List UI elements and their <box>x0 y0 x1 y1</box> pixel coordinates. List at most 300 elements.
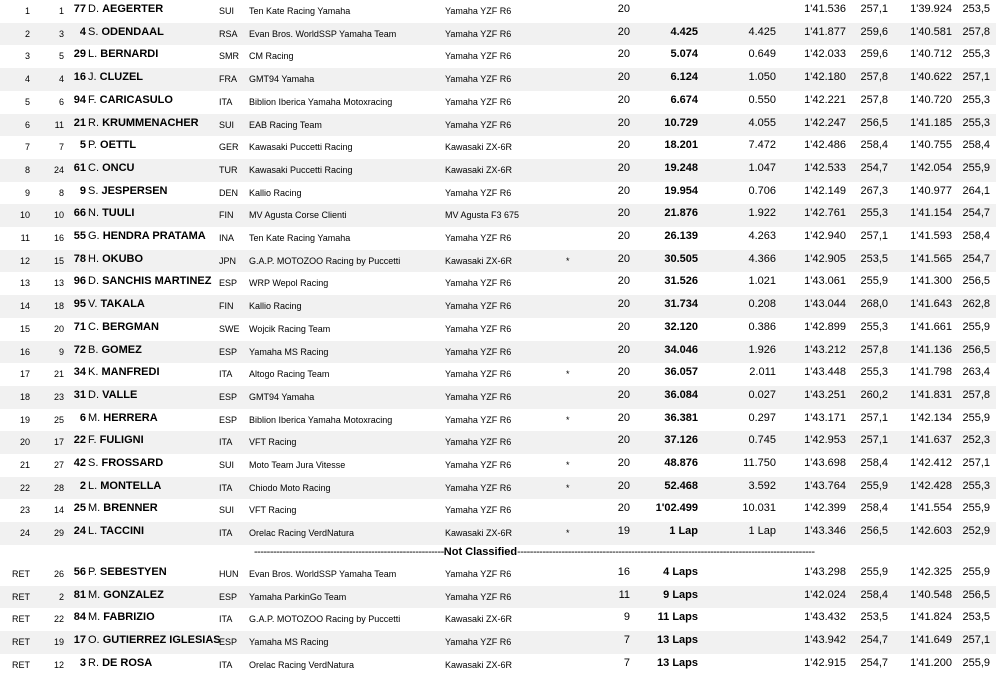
position-cell: 13 <box>19 278 30 289</box>
laps-cell: 11 <box>618 588 630 601</box>
nationality: SUI <box>219 119 235 130</box>
mark-cell: * <box>566 369 570 380</box>
gap-cell: 1'02.499 <box>655 502 698 515</box>
grid-cell: 21 <box>53 369 64 380</box>
classified-row <box>0 159 996 182</box>
nationality: ITA <box>219 369 233 380</box>
rider-number: 6 <box>79 411 86 424</box>
best-lap-time: 1'43.251 <box>804 388 846 401</box>
rider-initial: H. <box>88 252 99 265</box>
rider-name <box>88 435 144 446</box>
rider-initial: O. <box>88 634 100 647</box>
gap-cell: 32.120 <box>664 320 698 333</box>
team-name: CM Racing <box>249 51 294 62</box>
rider-number: 84 <box>73 611 86 624</box>
top-speed: 263,4 <box>962 366 990 379</box>
gap-cell: 13 Laps <box>657 656 698 669</box>
rider-initial: J. <box>88 71 97 84</box>
rider-surname: HERRERA <box>103 411 158 424</box>
best-lap-speed: 257,8 <box>860 71 888 84</box>
team-name: VFT Racing <box>249 437 297 448</box>
team-name: Altogo Racing Team <box>249 369 330 380</box>
gap-previous-cell: 4.425 <box>748 25 776 38</box>
rider-surname: TACCINI <box>100 525 145 538</box>
position-cell: 14 <box>19 301 30 312</box>
grid-cell: 10 <box>53 210 64 221</box>
fastest-lap-time: 1'42.603 <box>910 525 952 538</box>
rider-name <box>88 481 161 492</box>
gap-previous-cell: 1.047 <box>748 161 776 174</box>
top-speed: 255,3 <box>962 48 990 61</box>
rider-surname: OKUBO <box>102 252 144 265</box>
classified-row <box>0 23 996 46</box>
gap-cell: 26.139 <box>664 230 698 242</box>
fastest-lap-time: 1'41.200 <box>910 656 952 669</box>
top-speed: 254,7 <box>962 252 990 265</box>
rider-number: 31 <box>73 388 86 401</box>
rider-initial: P. <box>88 566 97 578</box>
team-name: Yamaha MS Racing <box>249 346 329 357</box>
grid-cell: 27 <box>53 460 64 470</box>
gap-previous-cell: 11.750 <box>743 457 776 469</box>
rider-initial: D. <box>88 275 99 288</box>
motorcycle: Yamaha YZF R6 <box>445 96 512 107</box>
best-lap-time: 1'41.877 <box>804 25 846 38</box>
fastest-lap-time: 1'41.661 <box>910 320 952 333</box>
not-classified-row <box>0 586 996 609</box>
position-cell: 23 <box>19 505 30 516</box>
best-lap-time: 1'43.448 <box>804 366 846 379</box>
fastest-lap-time: 1'40.720 <box>910 93 952 106</box>
best-lap-time: 1'43.044 <box>804 298 846 311</box>
position-cell: 10 <box>19 210 30 221</box>
top-speed: 255,9 <box>962 502 990 515</box>
best-lap-time: 1'43.171 <box>804 411 846 424</box>
rider-surname: ODENDAAL <box>101 25 164 38</box>
best-lap-time: 1'41.536 <box>804 3 846 15</box>
gap-previous-cell: 2.011 <box>749 366 776 379</box>
rider-number: 5 <box>79 139 86 152</box>
top-speed: 256,5 <box>962 588 990 601</box>
laps-cell: 20 <box>617 479 630 492</box>
laps-cell: 20 <box>617 434 630 447</box>
rider-number: 29 <box>73 48 86 61</box>
gap-previous-cell: 0.297 <box>748 411 776 424</box>
top-speed: 257,8 <box>962 388 990 401</box>
best-lap-speed: 258,4 <box>860 502 888 515</box>
best-lap-time: 1'42.940 <box>804 230 846 242</box>
gap-cell: 52.468 <box>664 479 698 492</box>
grid-cell: 13 <box>53 278 64 289</box>
rider-number: 77 <box>73 3 86 15</box>
rider-initial: K. <box>88 366 99 379</box>
top-speed: 255,3 <box>962 93 990 106</box>
motorcycle: Yamaha YZF R6 <box>445 278 512 289</box>
rider-surname: KRUMMENACHER <box>102 116 199 129</box>
rider-number: 42 <box>73 457 86 469</box>
team-name: Kawasaki Puccetti Racing <box>249 142 353 153</box>
rider-surname: CLUZEL <box>99 71 144 84</box>
gap-previous-cell: 0.386 <box>748 320 776 333</box>
divider-dashes-right: ---------------------------------------------------------------------------------------------- <box>517 546 815 558</box>
laps-cell: 20 <box>617 184 630 197</box>
motorcycle: Yamaha YZF R6 <box>445 391 512 402</box>
gap-previous-cell: 4.055 <box>748 116 776 129</box>
team-name: Yamaha MS Racing <box>249 637 329 648</box>
gap-cell: 6.674 <box>670 93 698 106</box>
classified-row <box>0 409 996 432</box>
best-lap-speed: 255,9 <box>860 275 888 288</box>
nationality: INA <box>219 233 235 243</box>
best-lap-speed: 258,4 <box>860 457 888 469</box>
rider-surname: SANCHIS MARTINEZ <box>102 275 212 288</box>
best-lap-speed: 258,4 <box>860 588 888 601</box>
motorcycle: Yamaha YZF R6 <box>445 6 512 16</box>
fastest-lap-time: 1'41.649 <box>910 634 952 647</box>
team-name: G.A.P. MOTOZOO Racing by Puccetti <box>249 614 401 625</box>
laps-cell: 7 <box>623 656 630 669</box>
rider-initial: M. <box>88 588 101 601</box>
not-classified-row <box>0 563 996 586</box>
top-speed: 255,9 <box>962 320 990 333</box>
rider-number: 25 <box>73 502 86 515</box>
top-speed: 253,5 <box>962 611 990 624</box>
position-cell: 15 <box>19 323 30 334</box>
laps-cell: 20 <box>617 93 630 106</box>
top-speed: 254,7 <box>962 207 990 220</box>
rider-name <box>88 49 158 60</box>
nationality: ITA <box>219 614 233 625</box>
rider-surname: FABRIZIO <box>103 611 155 624</box>
rider-number: 4 <box>79 25 86 38</box>
best-lap-speed: 255,9 <box>860 566 888 578</box>
team-name: Kallio Racing <box>249 301 302 312</box>
grid-cell: 1 <box>58 6 64 16</box>
top-speed: 258,4 <box>962 230 990 242</box>
best-lap-speed: 257,8 <box>860 343 888 356</box>
gap-cell: 31.526 <box>664 275 698 288</box>
rider-number: 66 <box>73 207 86 220</box>
laps-cell: 9 <box>623 611 630 624</box>
grid-cell: 26 <box>53 569 64 579</box>
nationality: ESP <box>219 391 238 402</box>
rider-name <box>88 140 136 151</box>
rider-surname: MANFREDI <box>101 366 160 379</box>
nationality: ITA <box>219 96 233 107</box>
rider-name <box>88 208 134 219</box>
gap-previous-cell: 0.649 <box>748 48 776 61</box>
rider-name <box>88 118 199 129</box>
gap-previous-cell: 4.366 <box>748 252 776 265</box>
position-cell: RET <box>12 614 30 625</box>
classified-row <box>0 182 996 205</box>
best-lap-time: 1'42.024 <box>804 588 846 601</box>
laps-cell: 7 <box>623 634 630 647</box>
nationality: DEN <box>219 187 239 198</box>
grid-cell: 8 <box>58 187 64 198</box>
rider-number: 56 <box>73 566 86 578</box>
rider-initial: V. <box>88 298 98 311</box>
nationality: SUI <box>219 505 235 516</box>
rider-initial: F. <box>88 93 97 106</box>
best-lap-speed: 253,5 <box>860 252 888 265</box>
gap-previous-cell: 0.706 <box>748 184 776 197</box>
rider-initial: M. <box>88 411 101 424</box>
position-cell: 7 <box>24 142 30 153</box>
motorcycle: Yamaha YZF R6 <box>445 505 512 516</box>
rider-name <box>88 567 167 578</box>
nationality: SMR <box>219 51 239 62</box>
team-name: EAB Racing Team <box>249 119 322 130</box>
team-name: Chiodo Moto Racing <box>249 482 331 493</box>
rider-name <box>88 4 163 15</box>
position-cell: 19 <box>19 414 30 425</box>
team-name: GMT94 Yamaha <box>249 74 315 85</box>
rider-number: 78 <box>73 252 86 265</box>
rider-number: 3 <box>79 656 86 669</box>
rider-initial: M. <box>88 611 101 624</box>
best-lap-time: 1'42.149 <box>804 184 846 197</box>
motorcycle: Kawasaki ZX-6R <box>445 142 513 153</box>
motorcycle: Yamaha YZF R6 <box>445 28 512 39</box>
team-name: Biblion Iberica Yamaha Motoxracing <box>249 414 393 425</box>
gap-cell: 37.126 <box>664 434 698 447</box>
gap-previous-cell: 0.027 <box>748 388 776 401</box>
position-cell: 12 <box>19 255 30 266</box>
team-name: MV Agusta Corse Clienti <box>249 210 347 221</box>
team-name: Orelac Racing VerdNatura <box>249 659 355 670</box>
gap-previous-cell: 4.263 <box>748 230 776 242</box>
laps-cell: 20 <box>617 25 630 38</box>
best-lap-time: 1'43.942 <box>804 634 846 647</box>
rider-initial: G. <box>88 230 100 242</box>
fastest-lap-time: 1'41.643 <box>910 298 952 311</box>
team-name: Evan Bros. WorldSSP Yamaha Team <box>249 569 397 579</box>
grid-cell: 7 <box>58 142 64 153</box>
gap-cell: 36.381 <box>664 411 698 424</box>
fastest-lap-time: 1'39.924 <box>910 3 952 15</box>
rider-name <box>88 367 160 378</box>
grid-cell: 20 <box>53 323 64 334</box>
grid-cell: 3 <box>58 28 64 39</box>
best-lap-time: 1'42.247 <box>804 116 846 129</box>
not-classified-label: Not Classified <box>443 546 518 558</box>
gap-cell: 4.425 <box>670 25 698 38</box>
rider-initial: B. <box>88 343 99 356</box>
grid-cell: 25 <box>53 414 64 425</box>
laps-cell: 20 <box>617 320 630 333</box>
best-lap-time: 1'43.432 <box>804 611 846 624</box>
classified-row <box>0 386 996 409</box>
nationality: ESP <box>219 346 238 357</box>
best-lap-time: 1'43.212 <box>804 343 846 356</box>
gap-cell: 18.201 <box>664 139 698 152</box>
classified-row <box>0 272 996 295</box>
rider-name <box>88 299 145 310</box>
gap-previous-cell: 3.592 <box>748 479 776 492</box>
rider-surname: FULIGNI <box>99 434 144 447</box>
nationality: ITA <box>219 528 233 539</box>
laps-cell: 19 <box>617 525 630 538</box>
motorcycle: Yamaha YZF R6 <box>445 482 512 493</box>
rider-number: 96 <box>73 275 86 288</box>
motorcycle: Kawasaki ZX-6R <box>445 255 513 266</box>
laps-cell: 20 <box>617 161 630 174</box>
position-cell: RET <box>12 591 30 602</box>
not-classified-row <box>0 654 996 676</box>
mark-cell: * <box>566 528 570 539</box>
gap-cell: 4 Laps <box>663 566 698 578</box>
rider-name <box>88 458 163 469</box>
best-lap-speed: 267,3 <box>860 184 888 197</box>
position-cell: 18 <box>19 391 30 402</box>
top-speed: 255,3 <box>962 479 990 492</box>
nationality: ITA <box>219 659 233 670</box>
gap-previous-cell: 0.745 <box>748 434 776 447</box>
top-speed: 262,8 <box>962 298 990 311</box>
rider-number: 21 <box>73 116 86 129</box>
classified-row <box>0 363 996 386</box>
position-cell: 3 <box>24 51 30 62</box>
gap-previous-cell: 0.208 <box>748 298 776 311</box>
motorcycle: Yamaha YZF R6 <box>445 569 512 579</box>
rider-surname: BERGMAN <box>102 320 159 333</box>
grid-cell: 15 <box>53 255 64 266</box>
rider-name <box>88 590 164 601</box>
rider-name <box>88 503 158 514</box>
best-lap-speed: 259,6 <box>860 48 888 61</box>
best-lap-time: 1'42.915 <box>804 656 846 669</box>
nationality: SUI <box>219 460 235 470</box>
motorcycle: Yamaha YZF R6 <box>445 187 512 198</box>
rider-surname: BRENNER <box>103 502 158 515</box>
position-cell: 17 <box>19 369 30 380</box>
best-lap-speed: 255,3 <box>860 320 888 333</box>
rider-name <box>88 72 143 83</box>
grid-cell: 19 <box>53 637 64 648</box>
rider-initial: S. <box>88 25 99 38</box>
best-lap-speed: 256,5 <box>860 525 888 538</box>
best-lap-speed: 254,7 <box>860 634 888 647</box>
classified-row <box>0 295 996 318</box>
rider-surname: GOMEZ <box>101 343 142 356</box>
gap-cell: 36.084 <box>664 388 698 401</box>
best-lap-time: 1'43.764 <box>804 479 846 492</box>
classified-row <box>0 136 996 159</box>
grid-cell: 23 <box>53 391 64 402</box>
position-cell: 6 <box>24 119 30 130</box>
best-lap-speed: 253,5 <box>860 611 888 624</box>
best-lap-speed: 259,6 <box>860 25 888 38</box>
fastest-lap-time: 1'41.831 <box>910 388 952 401</box>
nationality: FRA <box>219 74 237 85</box>
motorcycle: Yamaha YZF R6 <box>445 323 512 334</box>
gap-cell: 19.954 <box>664 184 698 197</box>
rider-name <box>88 231 206 242</box>
laps-cell: 20 <box>617 230 630 242</box>
laps-cell: 20 <box>617 366 630 379</box>
best-lap-speed: 256,5 <box>860 116 888 129</box>
position-cell: RET <box>12 637 30 648</box>
nationality: ESP <box>219 637 238 648</box>
top-speed: 252,9 <box>962 525 990 538</box>
grid-cell: 18 <box>53 301 64 312</box>
grid-cell: 16 <box>53 233 64 243</box>
fastest-lap-time: 1'41.300 <box>910 275 952 288</box>
fastest-lap-time: 1'42.054 <box>910 161 952 174</box>
grid-cell: 14 <box>53 505 64 516</box>
team-name: WRP Wepol Racing <box>249 278 329 289</box>
top-speed: 257,8 <box>962 25 990 38</box>
rider-name <box>88 27 164 38</box>
fastest-lap-time: 1'41.554 <box>910 502 952 515</box>
laps-cell: 20 <box>617 139 630 152</box>
position-cell: 11 <box>20 233 30 243</box>
classified-row <box>0 341 996 364</box>
rider-number: 34 <box>73 366 86 379</box>
classified-row <box>0 250 996 273</box>
best-lap-speed: 258,4 <box>860 139 888 152</box>
top-speed: 256,5 <box>962 343 990 356</box>
gap-cell: 9 Laps <box>663 588 698 601</box>
gap-cell: 10.729 <box>664 116 698 129</box>
grid-cell: 9 <box>58 346 64 357</box>
best-lap-time: 1'43.061 <box>804 275 846 288</box>
position-cell: 16 <box>19 346 30 357</box>
rider-number: 22 <box>73 434 86 447</box>
nationality: SUI <box>219 6 235 16</box>
nationality: ESP <box>219 278 238 289</box>
classified-row <box>0 499 996 522</box>
not-classified-row <box>0 631 996 654</box>
best-lap-speed: 260,2 <box>860 388 888 401</box>
grid-cell: 17 <box>53 437 64 448</box>
laps-cell: 20 <box>617 275 630 288</box>
motorcycle: Kawasaki ZX-6R <box>445 659 513 670</box>
best-lap-time: 1'42.033 <box>804 48 846 61</box>
gap-cell: 5.074 <box>670 48 698 61</box>
rider-name <box>88 526 144 537</box>
team-name: Ten Kate Racing Yamaha <box>249 6 351 16</box>
position-cell: 9 <box>24 187 30 198</box>
rider-number: 95 <box>73 298 86 311</box>
team-name: Kallio Racing <box>249 187 302 198</box>
fastest-lap-time: 1'40.977 <box>910 184 952 197</box>
position-cell: 21 <box>19 460 30 470</box>
nationality: JPN <box>219 255 237 266</box>
fastest-lap-time: 1'41.824 <box>910 611 952 624</box>
gap-previous-cell: 1.922 <box>748 207 776 220</box>
gap-cell: 11 Laps <box>657 611 698 624</box>
not-classified-row <box>0 608 996 631</box>
nationality: RSA <box>219 28 238 39</box>
grid-cell: 29 <box>53 528 64 539</box>
fastest-lap-time: 1'41.637 <box>910 434 952 447</box>
rider-number: 94 <box>73 93 86 106</box>
nationality: ESP <box>219 414 238 425</box>
grid-cell: 28 <box>53 482 64 493</box>
classified-row <box>0 227 996 250</box>
motorcycle: Yamaha YZF R6 <box>445 460 512 470</box>
rider-initial: R. <box>88 116 99 129</box>
grid-cell: 24 <box>53 164 64 175</box>
fastest-lap-time: 1'41.798 <box>910 366 952 379</box>
position-cell: 24 <box>19 528 30 539</box>
nationality: SWE <box>219 323 240 334</box>
position-cell: 5 <box>24 96 30 107</box>
rider-name <box>88 163 134 174</box>
fastest-lap-time: 1'40.755 <box>910 139 952 152</box>
